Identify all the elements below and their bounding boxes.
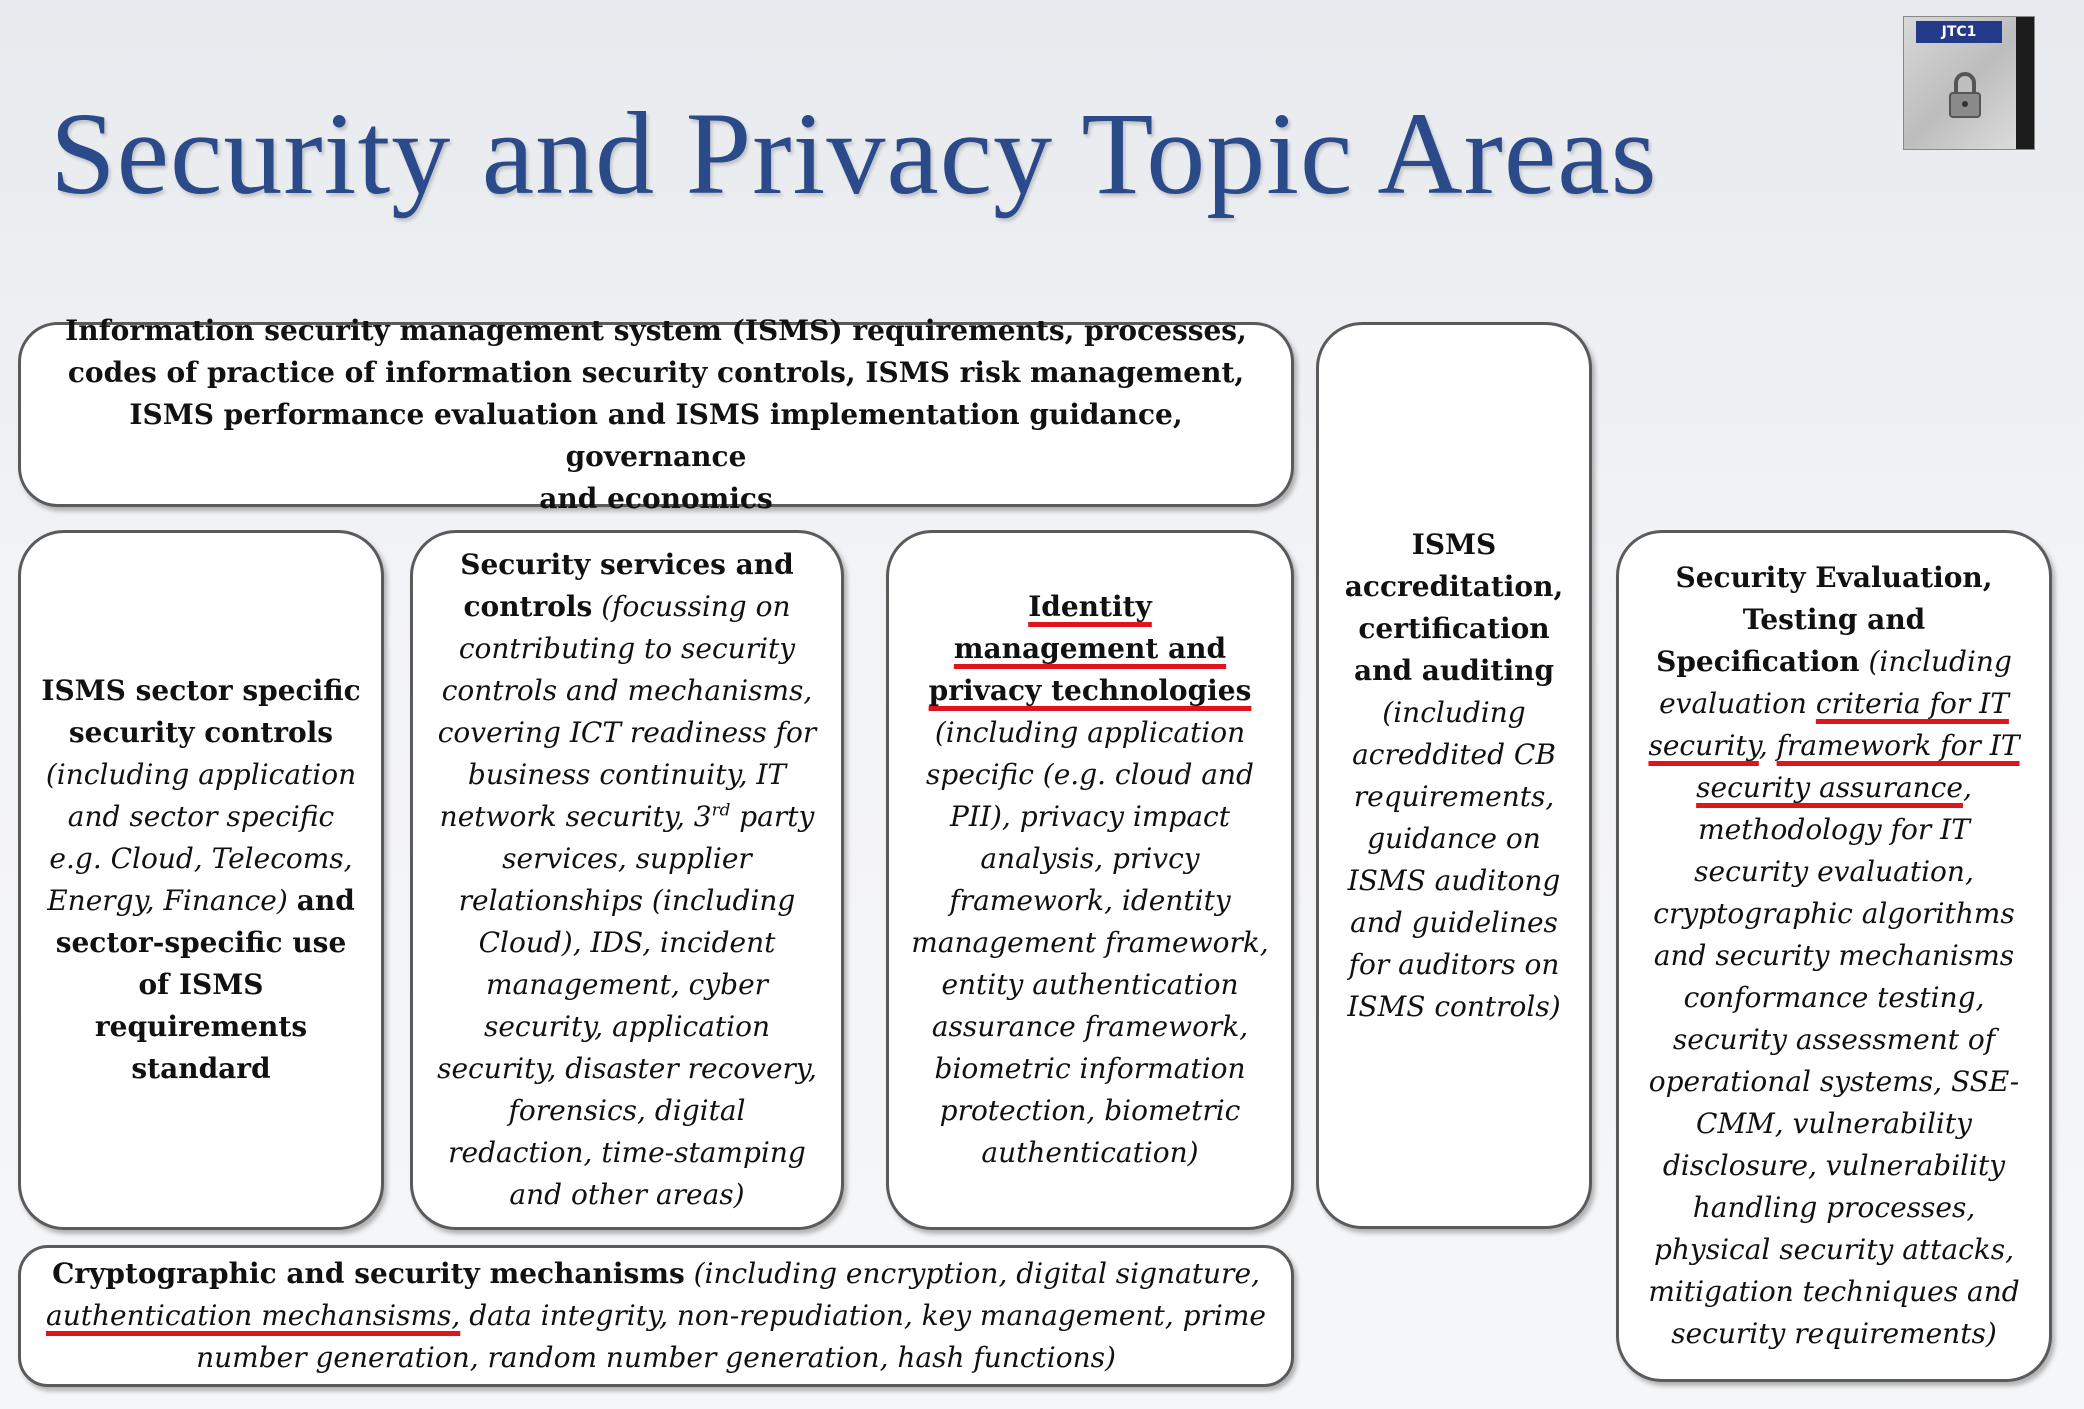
services-heading: Security services and controls (460, 548, 794, 623)
evaluation-detail-a: (including evaluation (1659, 645, 2012, 720)
services-detail-a: (focussing on contributing to security controls and mechanisms, covering ICT readiness for business continuity, IT network security, 3 (437, 590, 817, 833)
sector-detail: (including application and sector specific e.g. Cloud, Telecoms, Energy, Finance) (45, 758, 357, 917)
accreditation-detail: (including acreddited CB requirements, guidance on ISMS auditong and guidelines for auditors on ISMS controls) (1347, 695, 1561, 1023)
evaluation-detail-b: , methodology for IT security evaluation, cryptographic algorithms and security mechanisms conformance testing, security assessment of operational systems, SSE-CMM, vulnerability disclosure, vulnerability handling processes, physical security attacks, mitigation techniques and security requirements) (1648, 771, 2020, 1350)
identity-heading (929, 586, 1252, 712)
security-evaluation-box (1616, 530, 2052, 1382)
isms-line-2: codes of practice of information security controls, ISMS risk management, (67, 355, 1245, 389)
isms-requirements-box (18, 313, 1294, 515)
sector-heading: ISMS sector specific security controls (41, 674, 361, 749)
isms-line-3: ISMS performance evaluation and ISMS implementation guidance, governance (129, 397, 1183, 473)
sector-tail: and sector-specific use of ISMS requirements standard (55, 884, 355, 1085)
slide-title: Security and Privacy Topic Areas (50, 88, 1658, 219)
services-detail-sup: rd (711, 799, 731, 820)
services-text (433, 544, 821, 1216)
identity-privacy-box (886, 530, 1294, 1230)
crypto-detail-b: data integrity, non-repudiation, key management, prime number generation, random number generation, hash functions) (196, 1299, 1266, 1374)
evaluation-criteria: criteria for IT security (1648, 687, 2009, 762)
logo-text: JTC1 (1916, 21, 2002, 43)
isms-line-4: and economics (539, 481, 773, 515)
identity-heading-line-3: privacy technologies (928, 674, 1252, 707)
services-detail-b: party services, supplier relationships (including Cloud), IDS, incident management, cyber security, application security, disaster recovery, forensics, digital redaction, time-stamping and other areas) (437, 800, 817, 1211)
crypto-text (45, 1253, 1267, 1379)
evaluation-framework: framework for IT security assurance (1696, 729, 2020, 804)
security-services-box (410, 530, 844, 1230)
crypto-detail-a: (including encryption, digital signature, (693, 1257, 1260, 1290)
crypto-authentication: authentication mechansisms, (46, 1299, 461, 1332)
sector-controls-box (18, 530, 384, 1230)
evaluation-text (1639, 557, 2029, 1355)
identity-heading-line-2: management and (953, 632, 1227, 665)
cryptographic-mechanisms-box (18, 1245, 1294, 1387)
padlock-key-icon (1944, 67, 1994, 127)
crypto-heading: Cryptographic and security mechanisms (52, 1257, 685, 1290)
accreditation-heading: ISMS accreditation, certification and auditing (1344, 527, 1564, 687)
evaluation-separator: , (1758, 729, 1777, 762)
accreditation-box (1316, 322, 1592, 1229)
logo-sidebar (2016, 17, 2034, 149)
isms-line-1: Information security management system (ISMS) requirements, processes, (65, 313, 1247, 347)
identity-detail: (including application specific (e.g. cloud and PII), privacy impact analysis, privcy framework, identity management framework, entity authentication assurance framework, biometric information protection, biometric authentication) (911, 716, 1269, 1169)
evaluation-heading: Security Evaluation, Testing and Specification (1656, 561, 1993, 678)
identity-heading-line-1: Identity (1028, 590, 1152, 623)
sector-text (39, 670, 363, 1090)
jtc1-logo (1903, 16, 2035, 150)
